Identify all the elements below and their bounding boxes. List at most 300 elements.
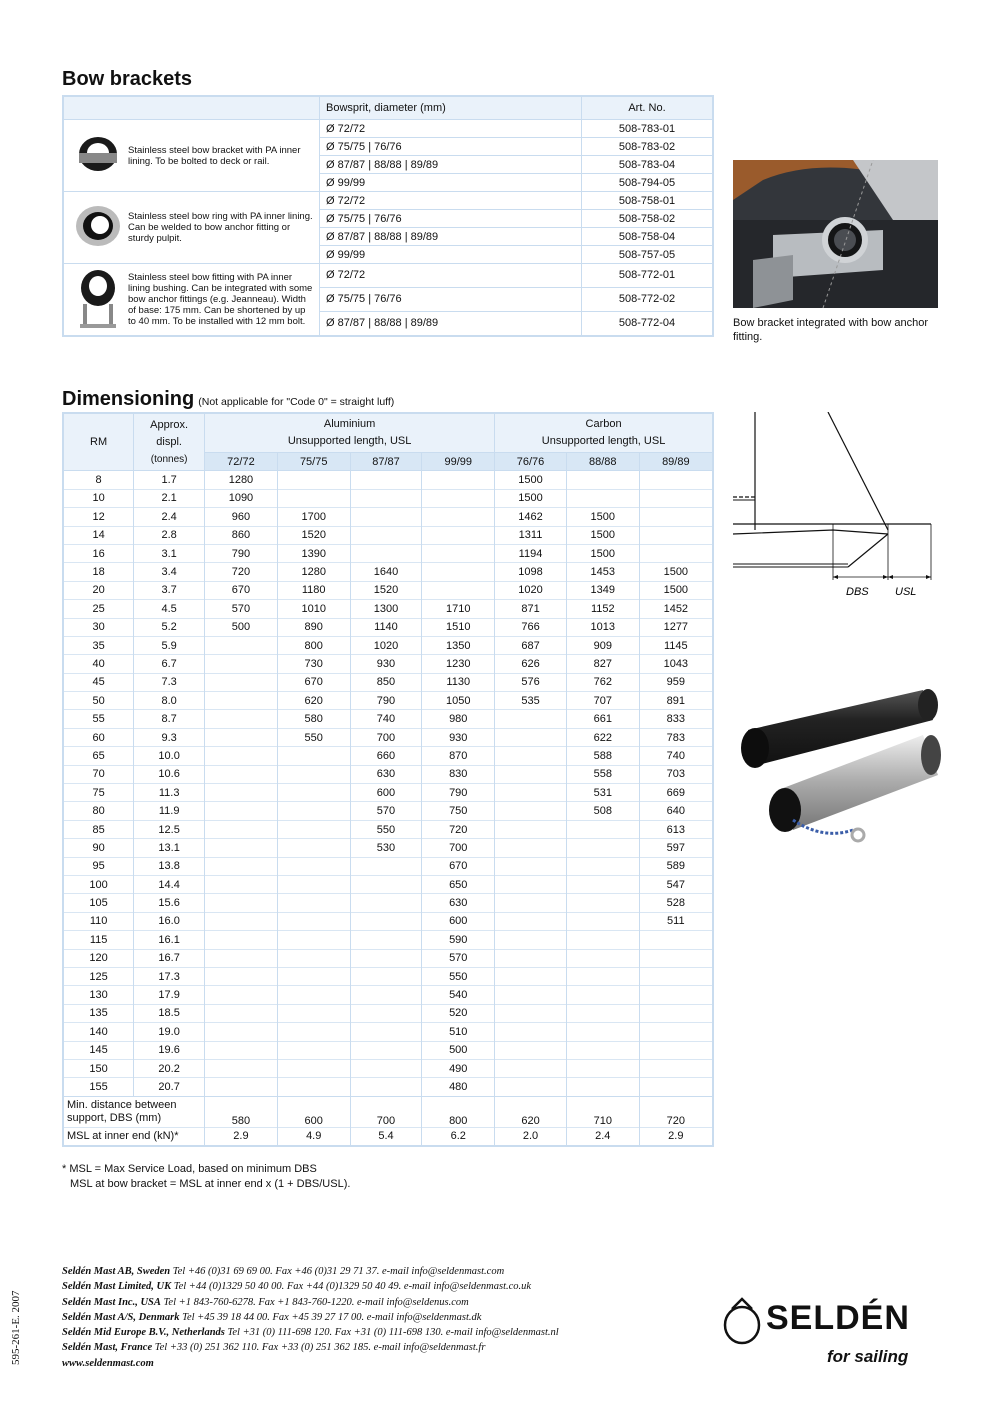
usl-cell — [495, 1059, 567, 1077]
doc-code: 595-261-E. 2007 — [10, 1290, 22, 1365]
usl-cell — [566, 1059, 639, 1077]
table-row — [63, 1004, 713, 1022]
msl-cell: 5.4 — [350, 1127, 422, 1146]
displ-cell: 14.4 — [134, 875, 205, 893]
usl-cell — [566, 986, 639, 1004]
bracket-diameter: Ø 87/87 | 88/88 | 89/89 — [320, 311, 582, 336]
rm-cell: 155 — [63, 1078, 134, 1096]
usl-cell — [277, 489, 350, 507]
selden-emblem-icon — [722, 1297, 766, 1345]
usl-cell — [205, 636, 278, 654]
rm-cell: 140 — [63, 1023, 134, 1041]
usl-cell: 1145 — [639, 636, 713, 654]
usl-cell — [495, 1004, 567, 1022]
usl-cell — [205, 728, 278, 746]
usl-cell — [350, 1023, 422, 1041]
usl-cell — [566, 931, 639, 949]
usl-cell: 661 — [566, 710, 639, 728]
table-row — [63, 747, 713, 765]
usl-cell — [495, 728, 567, 746]
rm-cell: 70 — [63, 765, 134, 783]
usl-cell — [639, 949, 713, 967]
usl-cell: 700 — [422, 839, 495, 857]
usl-cell: 1500 — [566, 544, 639, 562]
displ-cell: 19.0 — [134, 1023, 205, 1041]
msl-cell: 6.2 — [422, 1127, 495, 1146]
usl-cell — [277, 1059, 350, 1077]
rm-cell: 45 — [63, 673, 134, 691]
rm-cell: 16 — [63, 544, 134, 562]
table-row — [63, 875, 713, 893]
table-row — [63, 673, 713, 691]
usl-cell — [495, 784, 567, 802]
col-art-header: Art. No. — [582, 96, 714, 120]
usl-cell: 860 — [205, 526, 278, 544]
usl-cell: 1130 — [422, 673, 495, 691]
displ-cell: 11.9 — [134, 802, 205, 820]
usl-cell: 510 — [422, 1023, 495, 1041]
company-name: Seldén Mid Europe B.V., Netherlands — [62, 1327, 225, 1339]
usl-cell — [277, 1023, 350, 1041]
usl-cell: 490 — [422, 1059, 495, 1077]
usl-cell — [205, 692, 278, 710]
usl-cell: 1500 — [639, 581, 713, 599]
usl-cell: 1043 — [639, 655, 713, 673]
bracket-art-no: 508-772-02 — [582, 287, 714, 311]
usl-cell: 1500 — [495, 471, 567, 489]
usl-cell — [639, 986, 713, 1004]
usl-cell: 891 — [639, 692, 713, 710]
table-row — [63, 489, 713, 507]
usl-cell — [422, 544, 495, 562]
usl-cell: 1300 — [350, 600, 422, 618]
usl-cell: 720 — [422, 820, 495, 838]
usl-cell — [277, 986, 350, 1004]
company-contact: Tel +1 843-760-6278. Fax +1 843-760-1220. e-mail info@seldenus.com — [160, 1296, 469, 1308]
min-dist-cell: 710 — [566, 1096, 639, 1127]
bow-bracket-product-icon — [68, 266, 128, 333]
usl-cell — [422, 471, 495, 489]
displ-cell: 8.7 — [134, 710, 205, 728]
min-dist-cell: 620 — [495, 1096, 567, 1127]
usl-cell — [495, 1041, 567, 1059]
usl-cell: 960 — [205, 508, 278, 526]
bracket-diameter: Ø 72/72 — [320, 264, 582, 288]
usl-cell — [350, 949, 422, 967]
bow-bracket-product-icon — [68, 131, 128, 180]
rm-cell: 12 — [63, 508, 134, 526]
usl-cell: 670 — [422, 857, 495, 875]
usl-cell — [639, 489, 713, 507]
table-row — [63, 857, 713, 875]
usl-cell: 720 — [205, 563, 278, 581]
bracket-description — [63, 264, 320, 337]
usl-cell: 500 — [422, 1041, 495, 1059]
bracket-diameter: Ø 72/72 — [320, 192, 582, 210]
table-row — [63, 471, 713, 489]
company-contact: Tel +44 (0)1329 50 40 00. Fax +44 (0)1329 50 40 49. e-mail info@seldenmast.co.uk — [171, 1281, 532, 1293]
usl-cell: 670 — [205, 581, 278, 599]
usl-cell: 531 — [566, 784, 639, 802]
displ-cell: 4.5 — [134, 600, 205, 618]
table-row — [63, 636, 713, 654]
min-dist-label: Min. distance between support, DBS (mm) — [63, 1096, 205, 1127]
usl-cell: 630 — [422, 894, 495, 912]
table-row — [63, 1059, 713, 1077]
usl-cell — [205, 820, 278, 838]
company-name: Seldén Mast Inc., USA — [62, 1296, 161, 1308]
usl-cell: 703 — [639, 765, 713, 783]
msl-cell: 2.0 — [495, 1127, 567, 1146]
usl-cell: 1098 — [495, 563, 567, 581]
rm-cell: 95 — [63, 857, 134, 875]
usl-cell — [277, 857, 350, 875]
subcol-header: 99/99 — [422, 453, 495, 471]
bracket-diameter: Ø 99/99 — [320, 174, 582, 192]
displ-cell: 10.0 — [134, 747, 205, 765]
table-row — [63, 655, 713, 673]
usl-cell: 1050 — [422, 692, 495, 710]
usl-cell: 790 — [350, 692, 422, 710]
rm-cell: 130 — [63, 986, 134, 1004]
usl-cell — [495, 967, 567, 985]
table-row — [63, 581, 713, 599]
bracket-description-text: Stainless steel bow ring with PA inner lining. Can be welded to bow anchor fitting or sturdy pulpit. — [128, 211, 313, 244]
usl-cell: 830 — [422, 765, 495, 783]
dimensioning-title — [62, 388, 394, 411]
usl-cell — [350, 912, 422, 930]
usl-cell: 800 — [277, 636, 350, 654]
usl-cell — [495, 931, 567, 949]
displ-cell: 3.1 — [134, 544, 205, 562]
bracket-art-no: 508-783-01 — [582, 120, 714, 138]
usl-cell — [422, 526, 495, 544]
col-diameter-header: Bowsprit, diameter (mm) — [320, 96, 582, 120]
usl-cell: 687 — [495, 636, 567, 654]
subcol-header: 89/89 — [639, 453, 713, 471]
usl-cell — [277, 839, 350, 857]
usl-cell: 909 — [566, 636, 639, 654]
usl-cell: 1510 — [422, 618, 495, 636]
table-row — [63, 692, 713, 710]
usl-cell — [639, 1023, 713, 1041]
usl-cell: 1020 — [495, 581, 567, 599]
usl-cell: 1013 — [566, 618, 639, 636]
usl-cell — [205, 875, 278, 893]
displ-cell: 16.7 — [134, 949, 205, 967]
bracket-art-no: 508-783-02 — [582, 138, 714, 156]
usl-cell — [566, 1004, 639, 1022]
company-contact: Tel +45 39 18 44 00. Fax +45 39 27 17 00. e-mail info@seldenmast.dk — [179, 1311, 482, 1323]
table-row — [63, 765, 713, 783]
footer-contacts — [62, 1264, 559, 1371]
usl-cell — [566, 894, 639, 912]
bracket-description-text: Stainless steel bow bracket with PA inner lining. To be bolted to deck or rail. — [128, 144, 301, 167]
table-row — [63, 1023, 713, 1041]
table-row — [63, 912, 713, 930]
rm-cell: 145 — [63, 1041, 134, 1059]
usl-cell: 1640 — [350, 563, 422, 581]
usl-cell — [277, 912, 350, 930]
usl-cell: 827 — [566, 655, 639, 673]
subcol-header: 75/75 — [277, 453, 350, 471]
bracket-description — [63, 192, 320, 264]
usl-cell — [205, 949, 278, 967]
table-row — [63, 949, 713, 967]
usl-cell — [495, 912, 567, 930]
bow-bracket-photo — [733, 160, 938, 308]
usl-cell: 630 — [350, 765, 422, 783]
usl-cell: 1452 — [639, 600, 713, 618]
usl-cell — [205, 673, 278, 691]
brand-tagline: for sailing — [827, 1347, 909, 1366]
usl-cell — [205, 857, 278, 875]
bracket-diameter: Ø 75/75 | 76/76 — [320, 138, 582, 156]
displ-cell: 6.7 — [134, 655, 205, 673]
usl-cell: 589 — [639, 857, 713, 875]
bracket-diameter: Ø 72/72 — [320, 120, 582, 138]
bowsprit-tubes-photo — [733, 680, 943, 870]
usl-cell: 740 — [639, 747, 713, 765]
rm-cell: 60 — [63, 728, 134, 746]
msl-cell: 2.9 — [205, 1127, 278, 1146]
usl-cell: 550 — [350, 820, 422, 838]
rm-cell: 110 — [63, 912, 134, 930]
usl-cell — [350, 1078, 422, 1096]
usl-cell: 1520 — [277, 526, 350, 544]
usl-cell — [277, 1004, 350, 1022]
usl-cell: 1500 — [566, 508, 639, 526]
displ-cell: 2.1 — [134, 489, 205, 507]
usl-cell: 511 — [639, 912, 713, 930]
usl-cell — [422, 508, 495, 526]
table-row — [63, 894, 713, 912]
usl-cell — [495, 949, 567, 967]
usl-cell: 508 — [566, 802, 639, 820]
company-name: Seldén Mast A/S, Denmark — [62, 1311, 180, 1323]
aluminium-header: Aluminium Unsupported length, USL — [205, 413, 495, 453]
usl-cell: 622 — [566, 728, 639, 746]
rm-cell: 105 — [63, 894, 134, 912]
displ-cell: 5.9 — [134, 636, 205, 654]
usl-cell — [277, 1041, 350, 1059]
usl-cell: 1230 — [422, 655, 495, 673]
footer-line — [62, 1310, 559, 1325]
company-contact: Tel +31 (0) 111-698 120. Fax +31 (0) 111-698 130. e-mail info@seldenmast.nl — [224, 1327, 559, 1339]
msl-note: * MSL = Max Service Load, based on minimum DBS MSL at bow bracket = MSL at inner end x (1 + DBS/USL). — [62, 1163, 351, 1190]
bracket-row — [63, 264, 713, 288]
displ-cell: 12.5 — [134, 820, 205, 838]
usl-cell — [422, 581, 495, 599]
displ-header: Approx. displ. (tonnes) — [134, 413, 205, 471]
usl-cell — [205, 1041, 278, 1059]
bracket-art-no: 508-758-04 — [582, 228, 714, 246]
min-dist-cell: 600 — [277, 1096, 350, 1127]
table-row — [63, 728, 713, 746]
usl-cell: 1020 — [350, 636, 422, 654]
msl-label: MSL at inner end (kN)* — [63, 1127, 205, 1146]
bracket-art-no: 508-772-04 — [582, 311, 714, 336]
usl-cell: 1349 — [566, 581, 639, 599]
usl-cell: 833 — [639, 710, 713, 728]
table-row — [63, 1041, 713, 1059]
usl-cell — [350, 986, 422, 1004]
rm-cell: 35 — [63, 636, 134, 654]
bracket-description — [63, 120, 320, 192]
bracket-art-no: 508-758-01 — [582, 192, 714, 210]
usl-cell: 570 — [350, 802, 422, 820]
rm-cell: 40 — [63, 655, 134, 673]
subcol-header: 76/76 — [495, 453, 567, 471]
usl-cell: 790 — [205, 544, 278, 562]
usl-cell — [639, 1004, 713, 1022]
usl-cell: 650 — [422, 875, 495, 893]
subcol-header: 72/72 — [205, 453, 278, 471]
usl-cell — [495, 802, 567, 820]
company-name: Seldén Mast, France — [62, 1342, 153, 1354]
displ-cell: 13.8 — [134, 857, 205, 875]
usl-cell — [205, 1023, 278, 1041]
usl-cell — [205, 747, 278, 765]
usl-cell — [277, 471, 350, 489]
usl-cell: 1500 — [639, 563, 713, 581]
subcol-header: 88/88 — [566, 453, 639, 471]
usl-cell: 626 — [495, 655, 567, 673]
bracket-diameter: Ø 99/99 — [320, 246, 582, 264]
usl-cell — [495, 820, 567, 838]
displ-cell: 17.3 — [134, 967, 205, 985]
usl-cell: 1500 — [566, 526, 639, 544]
rm-cell: 18 — [63, 563, 134, 581]
usl-cell: 597 — [639, 839, 713, 857]
footer-line — [62, 1295, 559, 1310]
msl-cell: 2.9 — [639, 1127, 713, 1146]
selden-logo — [722, 1295, 942, 1373]
msl-cell: 2.4 — [566, 1127, 639, 1146]
usl-cell: 669 — [639, 784, 713, 802]
usl-cell: 730 — [277, 655, 350, 673]
displ-cell: 19.6 — [134, 1041, 205, 1059]
table-row — [63, 967, 713, 985]
footer-line — [62, 1279, 559, 1294]
diagram-usl-label: USL — [895, 586, 917, 598]
usl-cell — [639, 931, 713, 949]
usl-cell — [277, 875, 350, 893]
table-row — [63, 1078, 713, 1096]
usl-cell — [639, 526, 713, 544]
usl-cell: 570 — [422, 949, 495, 967]
rm-cell: 65 — [63, 747, 134, 765]
usl-cell — [350, 931, 422, 949]
usl-cell: 790 — [422, 784, 495, 802]
usl-cell: 520 — [422, 1004, 495, 1022]
subcol-header: 87/87 — [350, 453, 422, 471]
usl-cell — [350, 1059, 422, 1077]
usl-cell: 590 — [422, 931, 495, 949]
table-row — [63, 986, 713, 1004]
usl-cell — [566, 1078, 639, 1096]
usl-cell — [639, 967, 713, 985]
usl-cell: 850 — [350, 673, 422, 691]
rm-cell: 55 — [63, 710, 134, 728]
usl-cell — [205, 1004, 278, 1022]
bowsprit-diagram — [733, 412, 938, 602]
usl-cell: 1180 — [277, 581, 350, 599]
displ-cell: 15.6 — [134, 894, 205, 912]
table-row — [63, 710, 713, 728]
usl-cell — [350, 489, 422, 507]
rm-cell: 135 — [63, 1004, 134, 1022]
table-row — [63, 600, 713, 618]
usl-cell: 700 — [350, 728, 422, 746]
footer-line — [62, 1340, 559, 1355]
usl-cell: 1277 — [639, 618, 713, 636]
company-contact: Tel +46 (0)31 69 69 00. Fax +46 (0)31 29 71 37. e-mail info@seldenmast.com — [170, 1266, 505, 1277]
bracket-art-no: 508-772-01 — [582, 264, 714, 288]
usl-cell: 570 — [205, 600, 278, 618]
usl-cell: 580 — [277, 710, 350, 728]
usl-cell: 660 — [350, 747, 422, 765]
displ-cell: 8.0 — [134, 692, 205, 710]
usl-cell: 890 — [277, 618, 350, 636]
usl-cell: 1453 — [566, 563, 639, 581]
rm-cell: 120 — [63, 949, 134, 967]
usl-cell: 959 — [639, 673, 713, 691]
table-row — [63, 839, 713, 857]
usl-cell: 480 — [422, 1078, 495, 1096]
dimensioning-table — [62, 412, 714, 1147]
usl-cell — [277, 784, 350, 802]
usl-cell — [205, 986, 278, 1004]
usl-cell — [566, 875, 639, 893]
usl-cell — [205, 1059, 278, 1077]
usl-cell: 576 — [495, 673, 567, 691]
usl-cell — [495, 747, 567, 765]
usl-cell — [566, 839, 639, 857]
usl-cell — [566, 857, 639, 875]
bow-brackets-table — [62, 95, 714, 337]
usl-cell — [205, 931, 278, 949]
usl-cell — [495, 986, 567, 1004]
min-dist-cell: 580 — [205, 1096, 278, 1127]
displ-cell: 18.5 — [134, 1004, 205, 1022]
usl-cell: 1010 — [277, 600, 350, 618]
usl-cell: 707 — [566, 692, 639, 710]
usl-cell — [205, 784, 278, 802]
usl-cell: 600 — [350, 784, 422, 802]
usl-cell — [639, 544, 713, 562]
usl-cell: 930 — [350, 655, 422, 673]
usl-cell: 1350 — [422, 636, 495, 654]
usl-cell — [566, 489, 639, 507]
footer-line — [62, 1264, 559, 1279]
displ-cell: 16.0 — [134, 912, 205, 930]
usl-cell — [350, 508, 422, 526]
msl-cell: 4.9 — [277, 1127, 350, 1146]
bracket-row — [63, 192, 713, 210]
bracket-row — [63, 120, 713, 138]
usl-cell: 1500 — [495, 489, 567, 507]
displ-cell: 2.8 — [134, 526, 205, 544]
usl-cell: 550 — [277, 728, 350, 746]
displ-cell: 16.1 — [134, 931, 205, 949]
usl-cell: 550 — [422, 967, 495, 985]
table-row — [63, 820, 713, 838]
usl-cell: 588 — [566, 747, 639, 765]
usl-cell — [350, 544, 422, 562]
rm-cell: 25 — [63, 600, 134, 618]
website-link[interactable]: www.seldenmast.com — [62, 1357, 154, 1369]
